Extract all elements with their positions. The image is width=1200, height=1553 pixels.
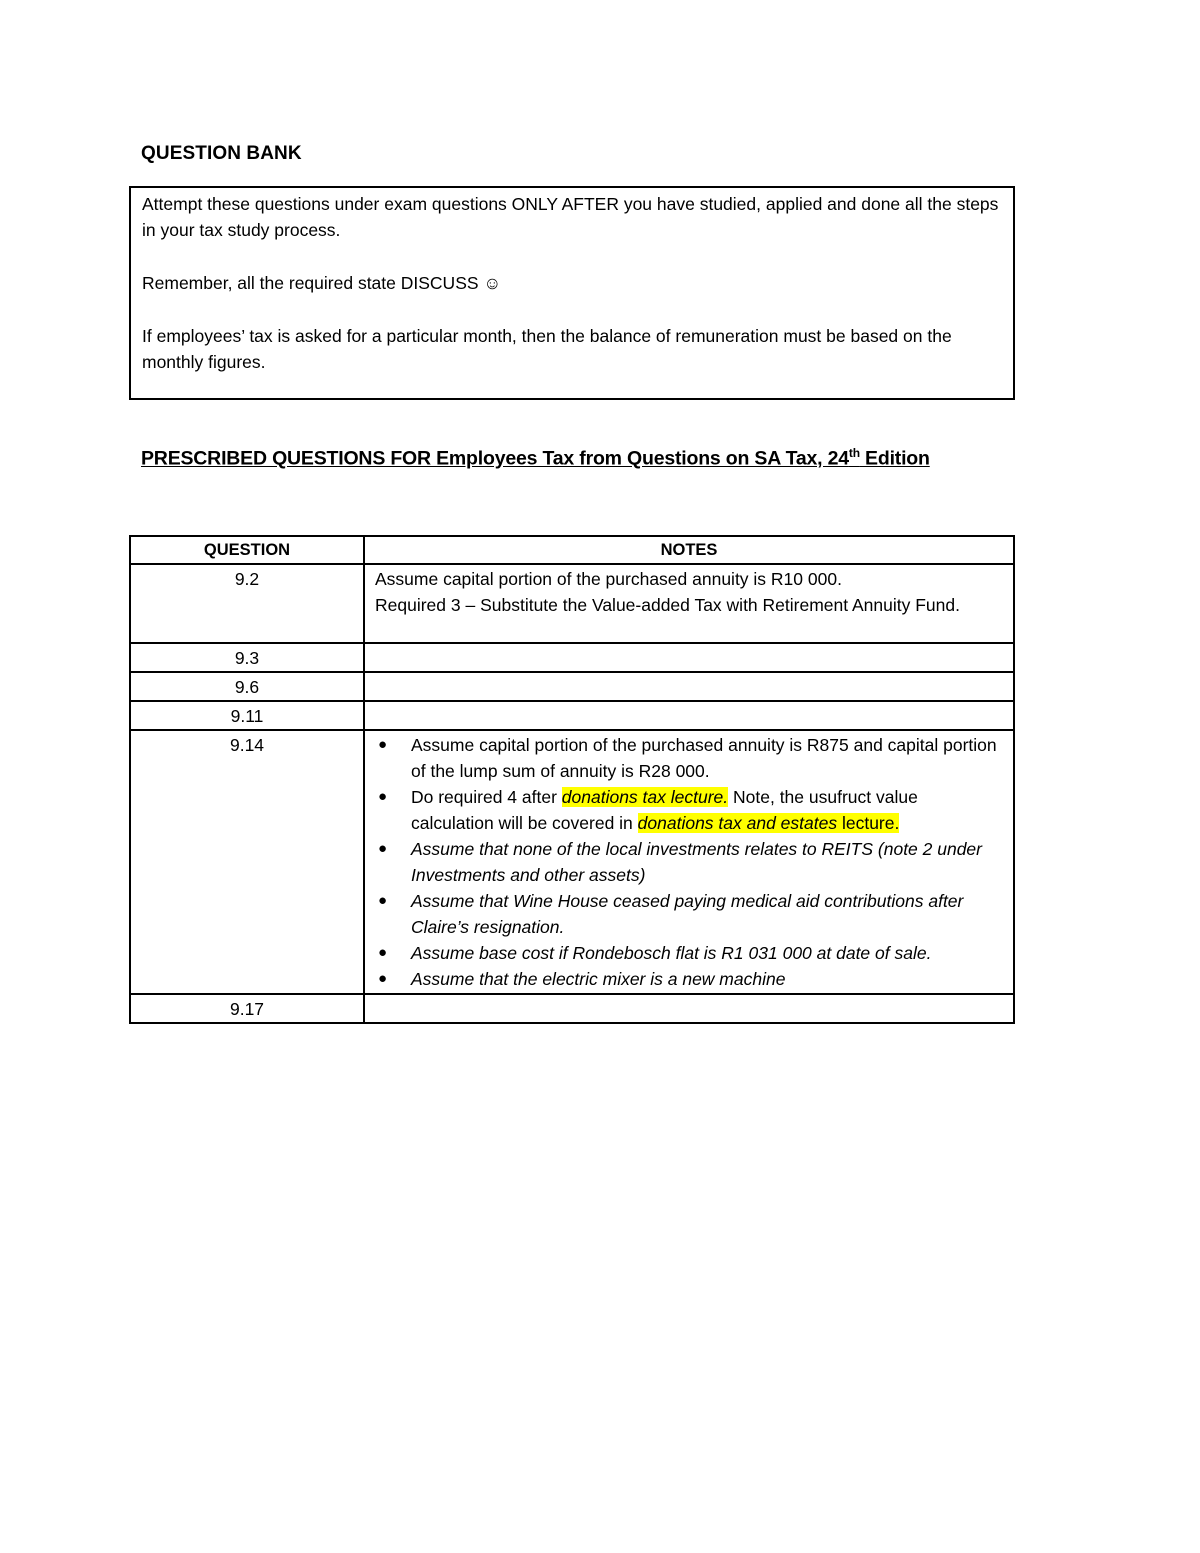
- prescribed-questions-title: [141, 446, 930, 471]
- list-item: [375, 940, 1003, 966]
- highlighted-text: lecture.: [837, 813, 900, 833]
- question-number: 9.3: [130, 643, 364, 672]
- column-header-question: QUESTION: [130, 536, 364, 564]
- instructions-paragraph-discuss: Remember, all the required state DISCUSS ☺: [142, 273, 502, 293]
- bullet-icon: ●: [378, 944, 388, 961]
- notes-cell: [364, 564, 1014, 643]
- instructions-paragraph-study: Attempt these questions under exam questions ONLY AFTER you have studied, applied and done all the steps in your tax study process.: [142, 194, 999, 240]
- note-text: Do required 4 after: [411, 787, 562, 807]
- list-item: [375, 966, 1003, 992]
- note-text: Assume capital portion of the purchased annuity is R875 and capital portion of the lump sum of annuity is R28 000.: [411, 735, 997, 781]
- highlighted-text: donations tax and estates: [637, 813, 838, 833]
- bullet-icon: ●: [378, 736, 388, 753]
- question-number: 9.11: [130, 701, 364, 730]
- highlighted-text: donations tax lecture.: [561, 787, 729, 807]
- list-item: [375, 836, 1003, 888]
- table-row: [130, 643, 1014, 672]
- bullet-icon: ●: [378, 840, 388, 857]
- notes-cell: [364, 730, 1014, 994]
- question-number: 9.14: [130, 730, 364, 994]
- notes-cell: [364, 672, 1014, 701]
- bullet-icon: ●: [378, 788, 388, 805]
- note-text: Note, the usufruct value calculation will be covered in: [411, 787, 918, 833]
- note-text: Assume that none of the local investments relates to REITS (note 2 under Investments and other assets): [411, 839, 982, 885]
- bullet-icon: ●: [378, 970, 388, 987]
- notes-cell: [364, 994, 1014, 1023]
- instructions-box: [129, 186, 1015, 400]
- question-number: 9.6: [130, 672, 364, 701]
- edition-superscript: th: [848, 446, 860, 460]
- prescribed-questions-table: [129, 535, 1015, 1024]
- table-header-row: [130, 536, 1014, 564]
- table-row: [130, 701, 1014, 730]
- note-text: Assume base cost if Rondebosch flat is R1 031 000 at date of sale.: [411, 943, 932, 963]
- notes-cell: [364, 643, 1014, 672]
- list-item: [375, 888, 1003, 940]
- note-line: Assume capital portion of the purchased annuity is R10 000.: [375, 569, 842, 589]
- table-row: [130, 564, 1014, 643]
- table-row: [130, 672, 1014, 701]
- notes-cell: [364, 701, 1014, 730]
- question-number: 9.2: [130, 564, 364, 643]
- notes-bullet-list: [375, 732, 1003, 992]
- bullet-icon: ●: [378, 892, 388, 909]
- note-line: Required 3 – Substitute the Value-added Tax with Retirement Annuity Fund.: [375, 595, 960, 615]
- column-header-notes: NOTES: [364, 536, 1014, 564]
- note-text: Assume that the electric mixer is a new machine: [411, 969, 786, 989]
- table-row: [130, 730, 1014, 994]
- list-item: [375, 732, 1003, 784]
- prescribed-questions-title-tail: Edition: [859, 447, 930, 470]
- prescribed-questions-title-main: PRESCRIBED QUESTIONS FOR Employees Tax from Questions on SA Tax, 24: [141, 447, 849, 470]
- list-item: [375, 784, 1003, 836]
- question-number: 9.17: [130, 994, 364, 1023]
- note-text: Assume that Wine House ceased paying medical aid contributions after Claire’s resignation.: [411, 891, 964, 937]
- page-heading: QUESTION BANK: [141, 143, 302, 164]
- instructions-paragraph-monthly: If employees’ tax is asked for a particular month, then the balance of remuneration must be based on the monthly figures.: [142, 326, 952, 372]
- table-row: [130, 994, 1014, 1023]
